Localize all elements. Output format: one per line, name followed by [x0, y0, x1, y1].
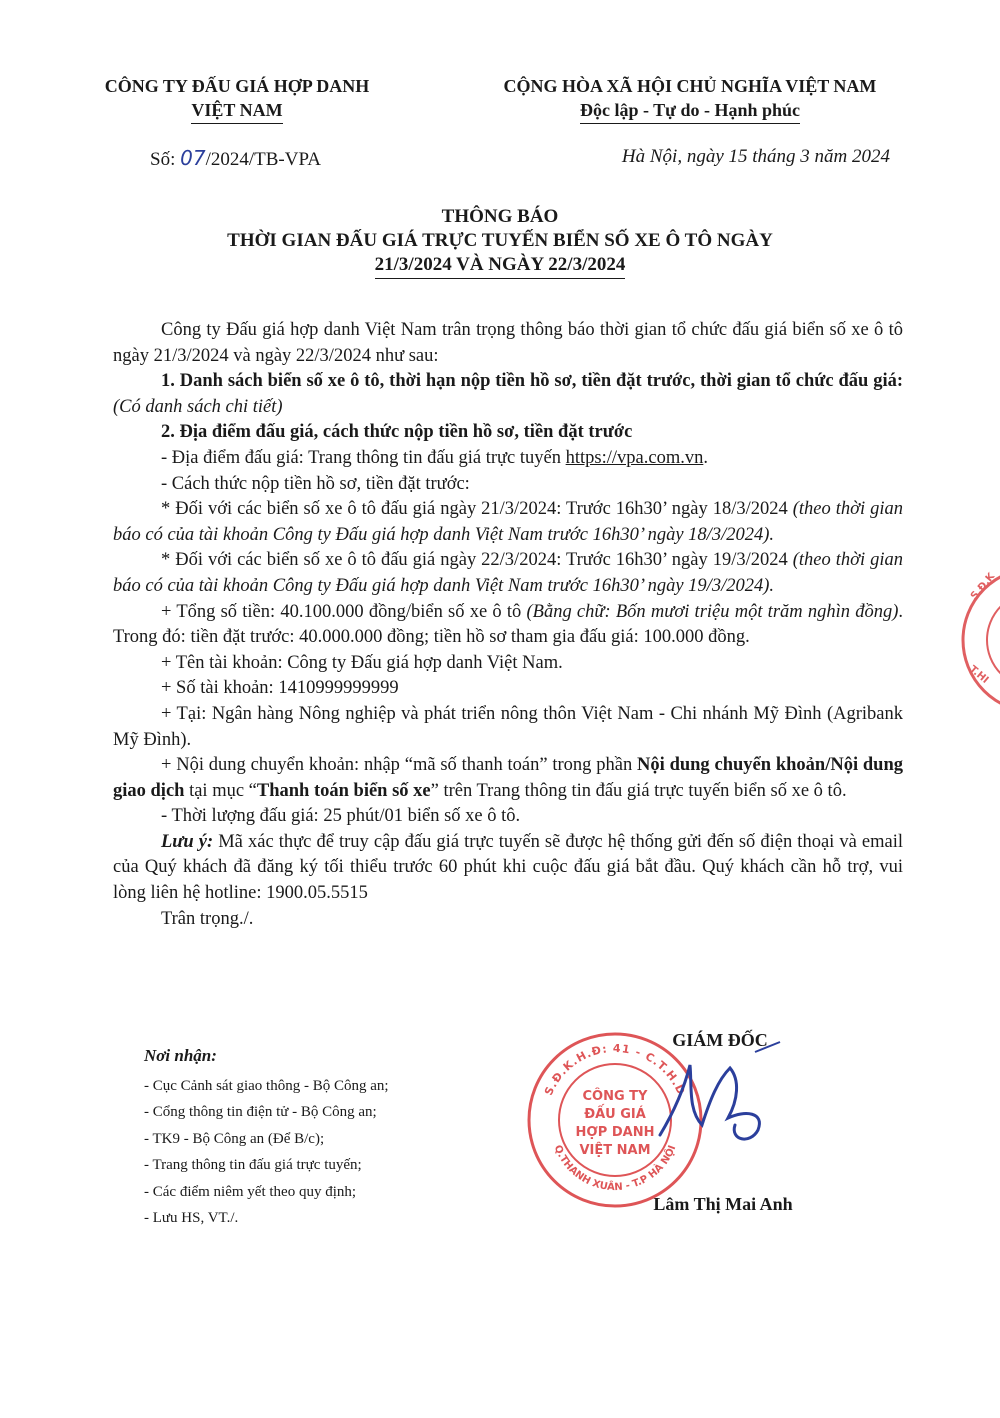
- svg-text:T.HI: T.HI: [967, 663, 991, 686]
- transfer-content-text: + Nội dung chuyển khoản: nhập “mã số thanh toán” trong phần: [161, 755, 633, 776]
- svg-text:CÔNG TY: CÔNG TY: [582, 1089, 648, 1104]
- section-1: [113, 369, 903, 420]
- svg-text:Q.THANH XUÂN - T.P HÀ NỘI: Q.THANH XUÂN - T.P HÀ NỘI: [551, 1143, 679, 1194]
- recipient-item: - Lưu HS, VT./.: [144, 1210, 239, 1226]
- doc-number-suffix: /2024/TB-VPA: [205, 149, 321, 170]
- issuer-header: [72, 74, 402, 124]
- deadline-21-note: (theo thời gian báo có của tài khoản Công ty Đấu giá hợp danh Việt Nam trước 16h30’ ngày 18/3/2024).: [113, 499, 904, 545]
- deadline-22-note: (theo thời gian báo có của tài khoản Công ty Đấu giá hợp danh Việt Nam trước 16h30’ ngày 19/3/2024).: [113, 550, 904, 596]
- note-text: Mã xác thực để truy cập đấu giá trực tuyến sẽ được hệ thống gửi đến số điện thoại và email của Quý khách đã đăng ký tối thiểu trước 60 phút khi cuộc đấu giá bắt đầu. Quý khách cần hỗ trợ, vui lòng liên hệ hotline: 1900.05.5515: [113, 831, 904, 904]
- bank-info: + Tại: Ngân hàng Nông nghiệp và phát triển nông thôn Việt Nam - Chi nhánh Mỹ Đình (Agribank Mỹ Đình).: [113, 703, 903, 750]
- national-title: CỘNG HÒA XÃ HỘI CHỦ NGHĨA VIỆT NAM: [503, 76, 877, 96]
- total-amount-text: + Tổng số tiền: 40.100.000 đồng/biển số xe ô tô: [161, 601, 522, 622]
- transfer-content-field: Nội dung chuyển khoản/Nội dung giao dịch: [113, 755, 904, 801]
- svg-text:ĐẤU GIÁ: ĐẤU GIÁ: [584, 1107, 646, 1122]
- payment-method: - Cách thức nộp tiền hồ sơ, tiền đặt trước:: [161, 473, 470, 494]
- national-motto: Độc lập - Tự do - Hạnh phúc: [580, 98, 800, 124]
- doc-number-handwritten: 07: [180, 146, 206, 170]
- location-label: - Địa điểm đấu giá: Trang thông tin đấu giá trực tuyến: [161, 447, 561, 468]
- account-name: + Tên tài khoản: Công ty Đấu giá hợp danh Việt Nam.: [161, 652, 563, 673]
- total-amount-breakdown: . Trong đó: tiền đặt trước: 40.000.000 đồng; tiền hồ sơ tham gia đấu giá: 100.000 đồng.: [113, 601, 903, 648]
- recipients-block: [144, 1043, 389, 1232]
- total-amount: [113, 600, 903, 651]
- account-number: + Số tài khoản: 1410999999999: [161, 678, 399, 699]
- place-date: Hà Nội, ngày 15 tháng 3 năm 2024: [621, 146, 890, 167]
- recipient-item: - TK9 - Bộ Công an (Để B/c);: [144, 1130, 325, 1147]
- recipient-item: - Các điểm niêm yết theo quy định;: [144, 1183, 357, 1200]
- recipients-title: Nơi nhận:: [144, 1046, 217, 1065]
- location-end: .: [703, 447, 708, 468]
- title-line3: 21/3/2024 VÀ NGÀY 22/3/2024: [375, 253, 626, 279]
- seal-stamp-edge: [955, 560, 1000, 720]
- title-line1: THÔNG BÁO: [441, 206, 559, 227]
- note-paragraph: [113, 830, 903, 907]
- recipient-item: - Cổng thông tin điện tử - Bộ Công an;: [144, 1104, 377, 1120]
- transfer-content: [113, 753, 903, 804]
- handwritten-signature: [640, 1040, 790, 1150]
- transfer-content-end: ” trên Trang thông tin đấu giá trực tuyến biển số xe ô tô.: [430, 780, 847, 801]
- recipient-item: - Cục Cảnh sát giao thông - Bộ Công an;: [144, 1077, 389, 1094]
- deadline-21: [113, 497, 903, 548]
- document-title: [100, 205, 900, 279]
- deadline-22: [113, 548, 903, 599]
- section-2-heading: 2. Địa điểm đấu giá, cách thức nộp tiền hồ sơ, tiền đặt trước: [161, 422, 633, 443]
- document-body: [113, 318, 903, 932]
- svg-text:S.Đ.K.H.Đ: 41 - C.T.H.D: S.Đ.K.H.Đ: 41 - C.T.H.D: [542, 1041, 688, 1098]
- svg-text:S.Đ.K: S.Đ.K: [968, 571, 998, 602]
- section-1-heading: 1. Danh sách biển số xe ô tô, thời hạn nộp tiền hồ sơ, tiền đặt trước, thời gian tổ chức đấu giá:: [161, 371, 903, 392]
- transfer-content-section: Thanh toán biển số xe: [256, 780, 431, 801]
- issuer-name-line2: VIỆT NAM: [191, 98, 282, 124]
- national-header: [460, 74, 920, 124]
- location-line: [113, 446, 903, 472]
- note-label: Lưu ý:: [161, 831, 214, 852]
- auction-duration: - Thời lượng đấu giá: 25 phút/01 biển số xe ô tô.: [161, 806, 521, 827]
- transfer-content-mid: tại mục “: [189, 780, 257, 801]
- svg-text:HỢP DANH: HỢP DANH: [575, 1125, 655, 1140]
- deadline-22-text: * Đối với các biển số xe ô tô đấu giá ngày 22/3/2024: Trước 16h30’ ngày 19/3/2024: [161, 550, 788, 571]
- deadline-21-text: * Đối với các biển số xe ô tô đấu giá ngày 21/3/2024: Trước 16h30’ ngày 18/3/2024: [161, 499, 788, 520]
- doc-number-prefix: Số:: [150, 149, 181, 170]
- signer-role: GIÁM ĐỐC: [672, 1030, 768, 1050]
- title-line2: THỜI GIAN ĐẤU GIÁ TRỰC TUYẾN BIỂN SỐ XE Ô TÔ NGÀY: [227, 230, 773, 251]
- document-number: [150, 146, 321, 171]
- section-1-note: (Có danh sách chi tiết): [113, 396, 283, 417]
- recipient-item: - Trang thông tin đấu giá trực tuyến;: [144, 1157, 362, 1173]
- auction-site-link[interactable]: https://vpa.com.vn: [565, 447, 704, 468]
- closing-line: Trân trọng./.: [161, 908, 254, 929]
- issuer-name-line1: CÔNG TY ĐẤU GIÁ HỢP DANH: [104, 76, 370, 96]
- svg-text:VIỆT NAM: VIỆT NAM: [579, 1143, 651, 1158]
- signer-name: Lâm Thị Mai Anh: [653, 1194, 793, 1214]
- intro-paragraph: Công ty Đấu giá hợp danh Việt Nam trân trọng thông báo thời gian tổ chức đấu giá biển số xe ô tô ngày 21/3/2024 và ngày 22/3/2024 như sau:: [113, 320, 903, 366]
- total-amount-words: (Bằng chữ: Bốn mươi triệu một trăm nghìn đồng): [526, 601, 899, 622]
